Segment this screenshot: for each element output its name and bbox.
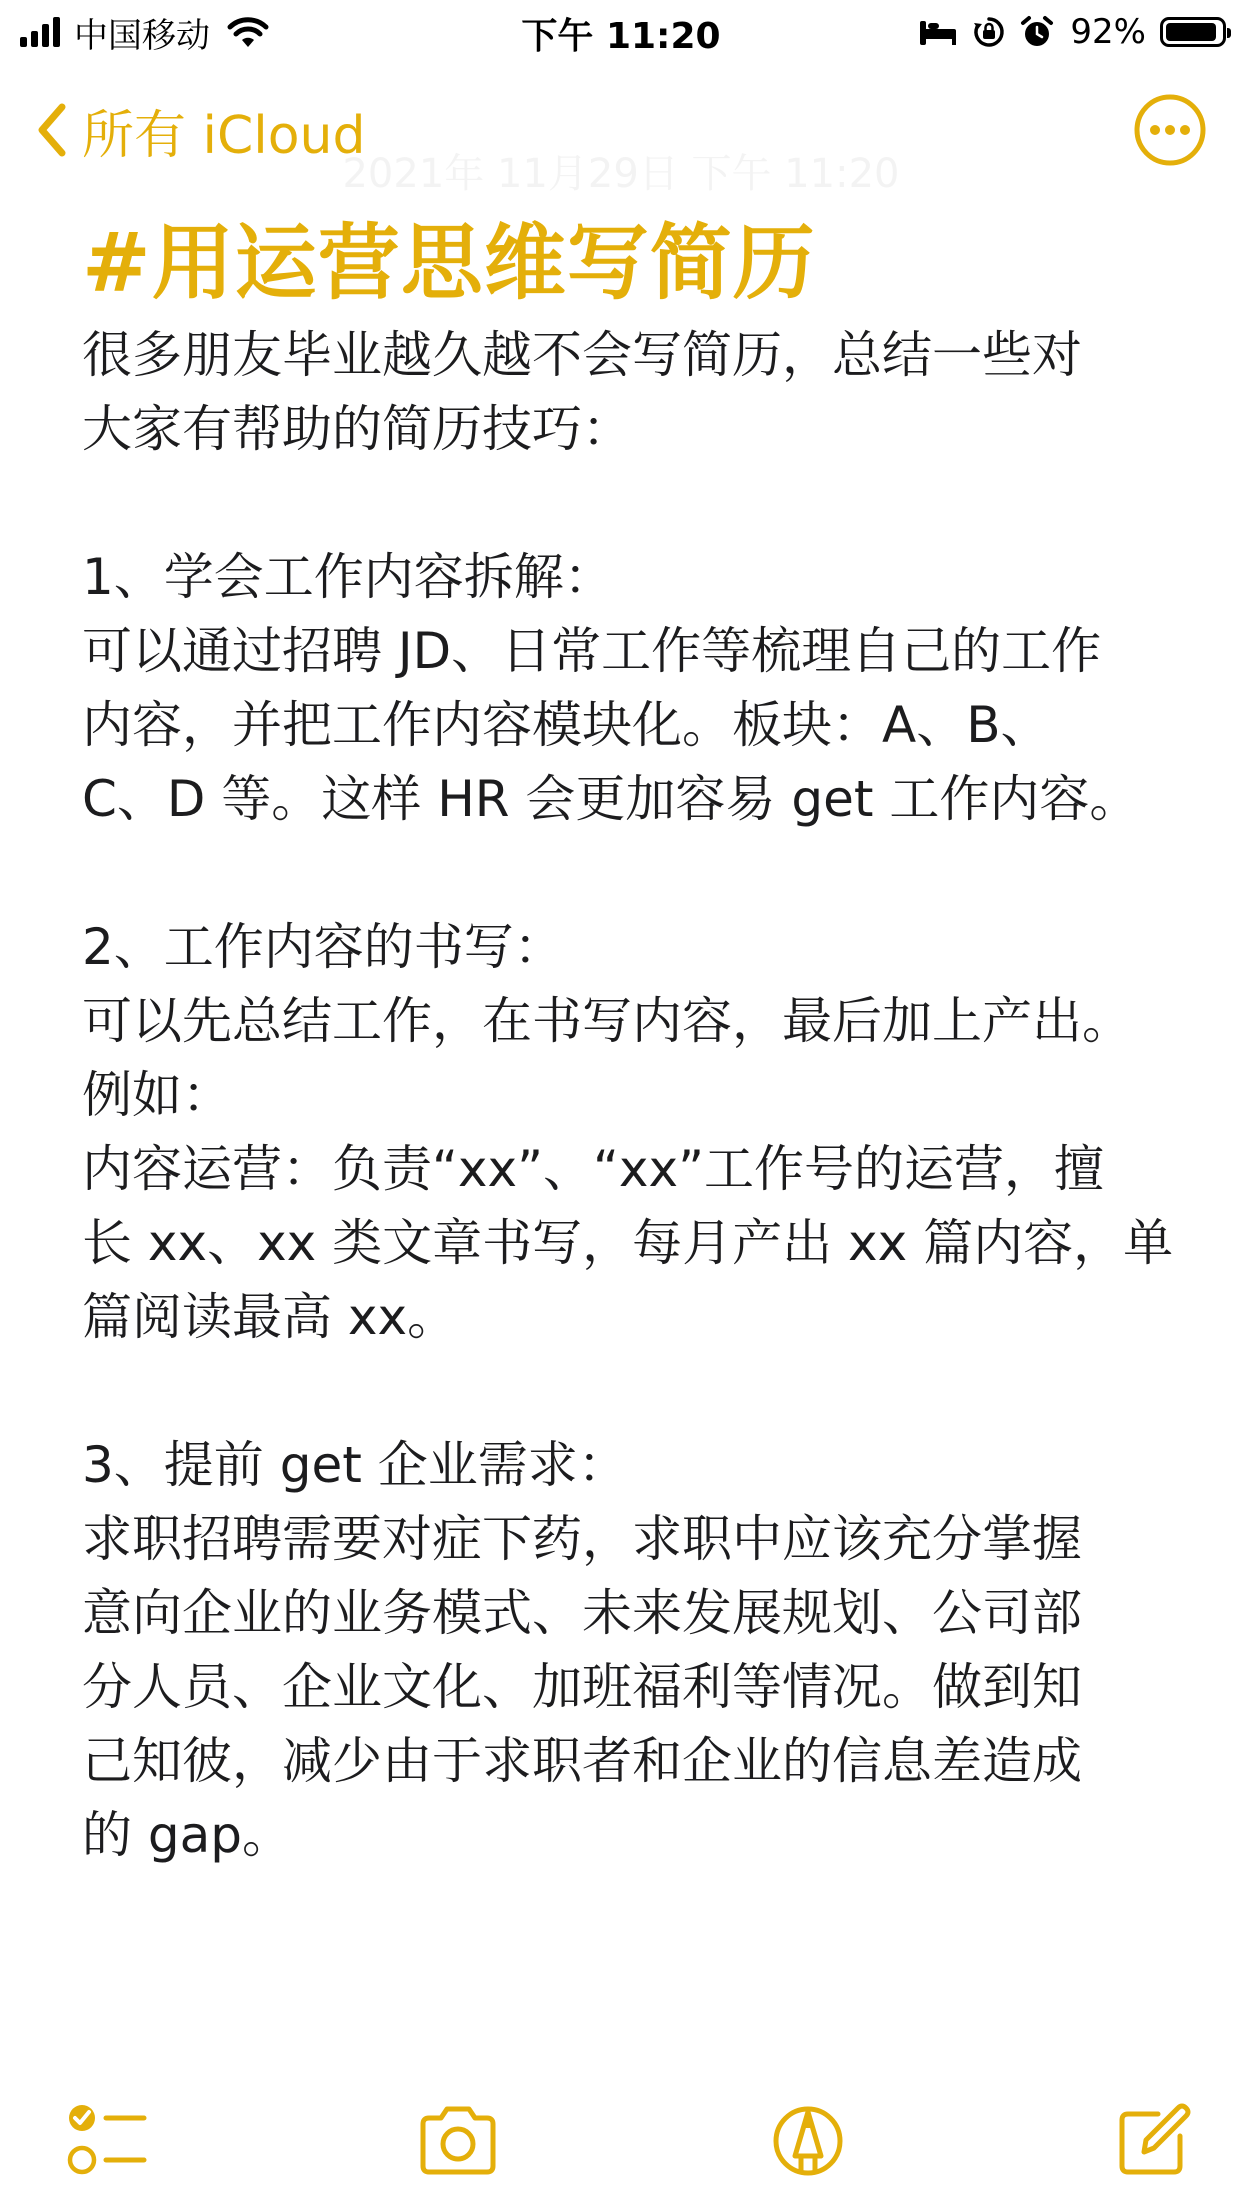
checklist-icon [60, 2096, 150, 2186]
note-line: 3、提前 get 企业需求： [82, 1436, 628, 1494]
status-time: 下午 11:20 [521, 16, 721, 57]
note-line: 意向企业的业务模式、未来发展规划、公司部 [82, 1584, 1082, 1642]
blank-line [82, 836, 1202, 910]
note-line: 2、工作内容的书写： [82, 918, 564, 976]
note-line: 大家有帮助的简历技巧： [82, 400, 632, 458]
note-line: 很多朋友毕业越久越不会写简历，总结一些对 [82, 326, 1082, 384]
note-line: 己知彼，减少由于求职者和企业的信息差造成 [82, 1732, 1082, 1790]
note-line: 分人员、企业文化、加班福利等情况。做到知 [82, 1658, 1082, 1716]
note-line: 1、学会工作内容拆解： [82, 548, 614, 606]
note-line: 长 xx、xx 类文章书写，每月产出 xx 篇内容，单 [82, 1214, 1174, 1272]
camera-button[interactable] [413, 2096, 503, 2186]
note-line: 可以通过招聘 JD、日常工作等梳理自己的工作 [82, 622, 1102, 680]
more-button[interactable] [1132, 92, 1208, 168]
battery-percent: 92% [1070, 12, 1146, 52]
status-bar [0, 0, 1242, 64]
blank-line [82, 1354, 1202, 1428]
ellipsis-circle-icon [1132, 92, 1208, 168]
note-line: 求职招聘需要对症下药，求职中应该充分掌握 [82, 1510, 1082, 1568]
blank-line [82, 466, 1202, 540]
back-label: 所有 iCloud [82, 105, 366, 166]
note-line: 篇阅读最高 xx。 [82, 1288, 458, 1346]
note-line: C、D 等。这样 HR 会更加容易 get 工作内容。 [82, 770, 1140, 828]
note-line: 可以先总结工作，在书写内容，最后加上产出。 [82, 992, 1132, 1050]
note-line: 例如： [82, 1066, 232, 1124]
note-title: #用运营思维写简历 [82, 216, 816, 311]
note-line: 内容运营：负责“xx”、“xx”工作号的运营，擅 [82, 1140, 1104, 1198]
checklist-button[interactable] [60, 2096, 150, 2186]
status-right [918, 10, 1226, 54]
nav-bar [0, 80, 1242, 197]
markup-button[interactable] [763, 2096, 853, 2186]
orientation-lock-icon [972, 15, 1006, 49]
battery-icon [1160, 17, 1226, 47]
bottom-toolbar [0, 2096, 1242, 2186]
compose-icon [1108, 2096, 1198, 2186]
markup-icon [763, 2096, 853, 2186]
compose-button[interactable] [1108, 2096, 1198, 2186]
battery-fill [1166, 23, 1216, 41]
note-line: 的 gap。 [82, 1806, 293, 1864]
note-body [82, 318, 1202, 1872]
alarm-icon [1020, 15, 1054, 49]
note-line: 内容，并把工作内容模块化。板块：A、B、 [82, 696, 1051, 754]
note-content[interactable] [82, 212, 1202, 1872]
bed-icon [918, 17, 958, 47]
camera-icon [413, 2096, 503, 2186]
carrier-name: 中国移动 [74, 15, 210, 56]
note-date: 2021年 11月29日 下午 11:20 [342, 151, 900, 197]
